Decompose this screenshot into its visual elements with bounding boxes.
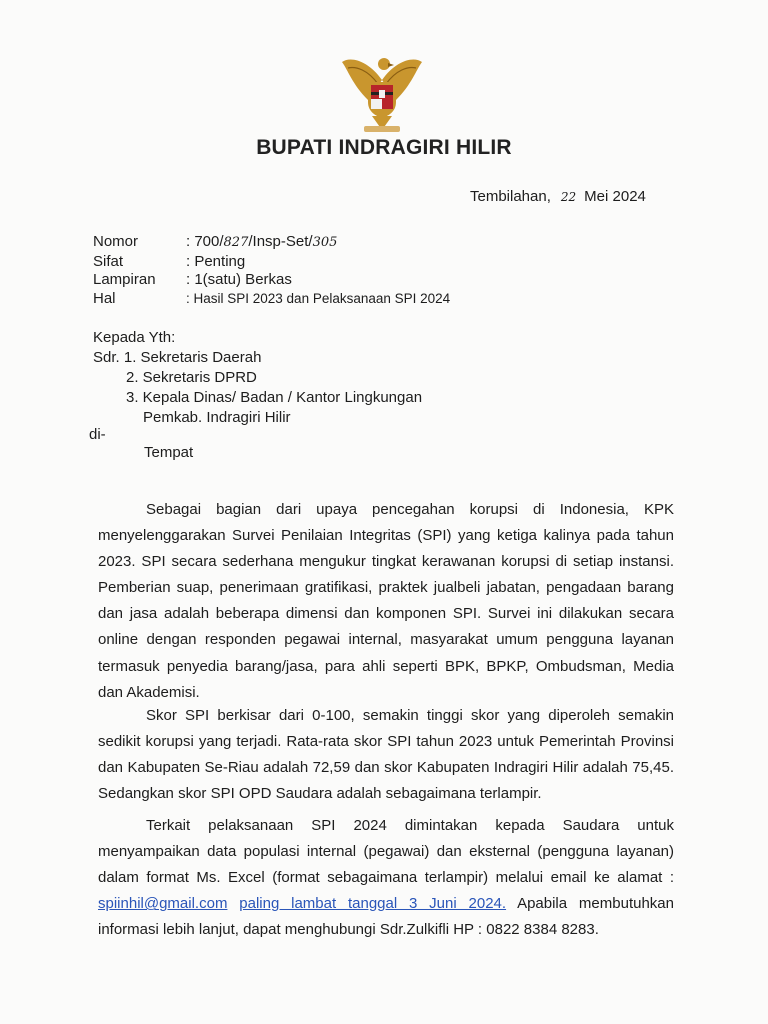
recipient-block	[93, 328, 422, 428]
letter-title: BUPATI INDRAGIRI HILIR	[256, 136, 512, 159]
lampiran-value: : 1(satu) Berkas	[186, 271, 292, 288]
lampiran-label: Lampiran	[93, 271, 156, 288]
handwritten-day: 22	[560, 190, 577, 204]
recipient-3-cont: Pemkab. Indragiri Hilir	[143, 409, 291, 426]
place: Tembilahan,	[470, 188, 551, 205]
lampiran-row	[93, 271, 450, 290]
recipient-3: 3. Kepala Dinas/ Badan / Kantor Lingkungan	[126, 389, 423, 406]
hal-row	[93, 290, 450, 309]
deadline-text: paling lambat tanggal 3 Juni 2024.	[239, 895, 507, 913]
recipient-1: Sdr. 1. Sekretaris Daerah	[93, 349, 262, 366]
place-date	[470, 188, 646, 205]
nomor-row	[93, 233, 450, 253]
hal-label: Hal	[93, 289, 116, 307]
hal-value: : Hasil SPI 2023 dan Pelaksanaan SPI 2024	[186, 290, 451, 306]
body-paragraph-1: Sebagai bagian dari upaya pencegahan korupsi di Indonesia, KPK menyelenggarakan Survei Penilaian Integritas (SPI) yang ketiga kalinya pada tahun 2023. SPI secara sederhana mengukur tingkat kerawanan korupsi di setiap instansi. Pemberian suap, penerimaan gratifikasi, praktek jualbeli jabatan, pengadaan barang dan jasa adalah beberapa dimensi dan komponen SPI. Survei ini dilakukan secara online dengan responden pegawai internal, masyarakat umum pengguna layanan termasuk penyedia barang/jasa, para ahli seperti BPK, BPKP, Ombudsman, Media dan Akademisi.	[98, 501, 674, 701]
sifat-value: : Penting	[186, 252, 246, 270]
garuda-emblem-icon	[338, 50, 426, 136]
nomor-label: Nomor	[93, 233, 139, 250]
letter-meta	[93, 233, 450, 308]
tempat-label: Tempat	[144, 444, 194, 461]
recipient-greeting: Kepada Yth:	[93, 329, 176, 346]
month-year: Mei 2024	[584, 188, 646, 205]
sifat-row	[93, 253, 450, 272]
di-label: di-	[89, 426, 106, 443]
body-paragraph-2: Skor SPI berkisar dari 0-100, semakin tinggi skor yang diperoleh semakin sedikit korupsi yang terjadi. Rata-rata skor SPI tahun 2023 untuk Pemerintah Provinsi dan Kabupaten Se-Riau adalah 72,59 dan skor Kabupaten Indragiri Hilir adalah 75,45. Sedangkan skor SPI OPD Saudara adalah sebagaimana terlampir.	[98, 707, 674, 803]
email-link[interactable]: spiinhil@gmail.com	[98, 895, 228, 913]
nomor-value: : 700/827/Insp-Set/305	[186, 233, 338, 250]
sifat-label: Sifat	[93, 252, 124, 270]
body-paragraph-3: Terkait pelaksanaan SPI 2024 dimintakan kepada Saudara untuk menyampaikan data populasi internal (pegawai) dan eksternal (pengguna layanan) dalam format Ms. Excel (format sebagaimana terlampir) melalui email ke alamat : spiinhil@gmail.com paling lambat tanggal 3 Juni 2024. Apabila membutuhkan informasi lebih lanjut, dapat menghubungi Sdr.Zulkifli HP : 0822 8384 8283.	[98, 817, 674, 939]
recipient-2: 2. Sekretaris DPRD	[126, 369, 257, 386]
